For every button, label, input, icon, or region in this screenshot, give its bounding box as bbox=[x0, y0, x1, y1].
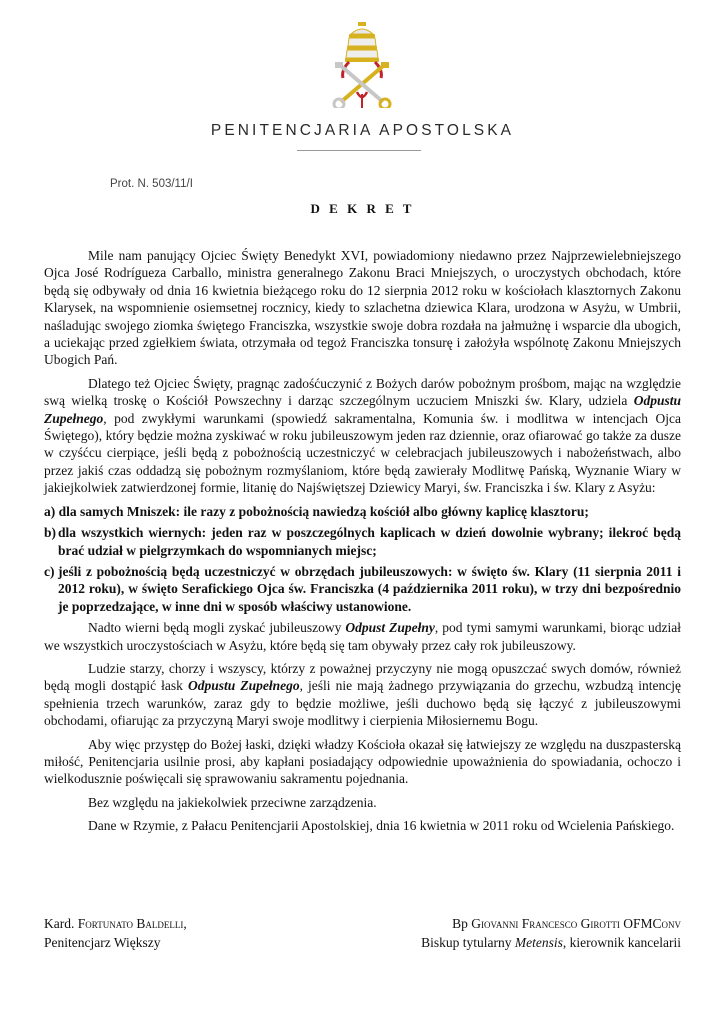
plenary-indulgence-term: Odpust Zupełny bbox=[345, 620, 435, 636]
list-item-b: b) dla wszystkich wiernych: jeden raz w poszczególnych kaplicach w dzień dowolnie wybrany; ilekroć będą brać udział w pielgrzymkach do wspomnianych miejsc; bbox=[44, 525, 681, 558]
paragraph-3: Nadto wierni będą mogli zyskać jubileuszowy Odpust Zupełny, pod tymi samymi warunkami, biorąc udział we wszystkich uroczystościach w Asyżu, które będą się tam obywały przez cały rok jubileuszowy. bbox=[44, 620, 681, 653]
list-item-c: c) jeśli z pobożnością będą uczestniczyć w obrzędach jubileuszowych: w święto św. Klary (11 sierpnia 2011 i 2012 roku), w święto Serafickiego Ojca św. Franciszka (4 października 2011 roku), w trzy dni bezpośrednio je poprzedzające, w inne dni w sposób właściwy ustanowione. bbox=[44, 563, 681, 614]
paragraph-6: Bez względu na jakiekolwiek przeciwne zarządzenia. bbox=[88, 794, 377, 810]
plenary-indulgence-term: Odpustu Zupełnego bbox=[187, 678, 300, 694]
paragraph-4: Ludzie starzy, chorzy i wszyscy, którzy z poważnej przyczyny nie mogą opuszczać swych domów, również będą mogli dostąpić łask Odpustu Zupełnego, jeśli nie mają żadnego przywiązania do grzechu, wzbudzą intencję spełnienia trzech warunków, zaraz gdy to będzie możliwe, jeśli duchowo będą się łączyć z jubileuszowymi obchodami, ofiarując za przyczyną Maryi swoje modlitwy i cierpienia Miłosiernemu Bogu. bbox=[44, 660, 681, 729]
paragraph-5: Aby więc przystęp do Bożej łaski, dzięki władzy Kościoła okazał się łatwiejszy ze względu na duszpasterską miłość, Penitencjaria usilnie prosi, aby kapłani posiadający odpowiednie upoważnienia do spowiadania, ochoczo i wielkodusznie poświęcali się sprawowaniu sakramentu pojednania. bbox=[44, 736, 681, 787]
institution-title: PENITENCJARIA APOSTOLSKA bbox=[210, 122, 515, 139]
signer-role: Biskup tytularny Metensis, kierownik kancelarii bbox=[421, 935, 681, 950]
protocol-number: Prot. N. 503/11/I bbox=[110, 178, 193, 190]
signer-role: Penitencjarz Większy bbox=[44, 935, 161, 950]
signer-name: Bp Giovanni Francesco Girotti OFMConv bbox=[452, 916, 681, 931]
signature-left bbox=[44, 914, 187, 952]
header-divider bbox=[297, 150, 421, 151]
papal-keys-emblem-icon bbox=[327, 22, 397, 108]
crossed-keys-icon bbox=[334, 62, 390, 108]
paragraph-1: Mile nam panujący Ojciec Święty Benedykt XVI, powiadomiony niedawno przez Najprzewielebniejszego Ojca José Rodrígueza Carballo, ministra generalnego Zakonu Braci Mniejszych, o uroczystych obchodach, które będą się odbywały od dnia 16 kwietnia bieżącego roku do 12 sierpnia 2012 roku w kościołach klasztornych Zakonu Klarysek, na wspomnienie osiemsetnej rocznicy, kiedy to szlachetna dziewica Klara, urodzona w Asyżu, w Umbrii, naśladując swojego ziomka świętego Franciszka, wszystkie swoje dobra rozdała na jałmużnę i wsparcie dla ubogich, a uciekając przed zgiełkiem świata, otrzymała od tegoż Franciszka tonsurę i założyła wspólnotę Zakonu Mniejszych Ubogich Pań. bbox=[44, 248, 681, 368]
tiara-icon bbox=[343, 22, 382, 78]
list-item-a: a) dla samych Mniszek: ile razy z pobożnością nawiedzą kościół albo główny kaplicę klasztoru; bbox=[44, 503, 589, 519]
plenary-indulgence-term: Odpustu Zupełnego bbox=[44, 393, 681, 426]
paragraph-2: Dlatego też Ojciec Święty, pragnąc zadośćuczynić z Bożych darów pobożnym prośbom, mając na względzie swą wielką troskę o Kościół Powszechny i darząc szczególnym uczuciem Mniszki św. Klary, udziela Odpustu Zupełnego, pod zwykłymi warunkami (spowiedź sakramentalna, Komunia św. i modlitwa w intencjach Ojca Świętego), który będzie można zyskiwać w roku jubileuszowym jeden raz dziennie, oraz ofiarować go także za dusze w czyśćcu cierpiące, jeśli będą z pobożnością uczestniczyć w celebracjach jubileuszowych i nabożeństwach, albo przez jakiś czas oddadzą się pobożnym rozmyślaniom, które będą zawierały Modlitwę Pańską, Wyznanie Wiary w jakiejkolwiek zatwierdzonej formie, litanię do Najświętszej Dziewicy Maryi, św. Franciszka i św. Klary z Asyżu: bbox=[44, 375, 681, 496]
signature-right bbox=[421, 914, 681, 952]
decree-body bbox=[44, 247, 681, 841]
signer-name: Kard. Fortunato Baldelli, bbox=[44, 916, 187, 931]
decree-title: D E K R E T bbox=[310, 201, 415, 216]
paragraph-7: Dane w Rzymie, z Pałacu Penitencjarii Apostolskiej, dnia 16 kwietnia w 2011 roku od Wcielenia Pańskiego. bbox=[88, 818, 675, 834]
